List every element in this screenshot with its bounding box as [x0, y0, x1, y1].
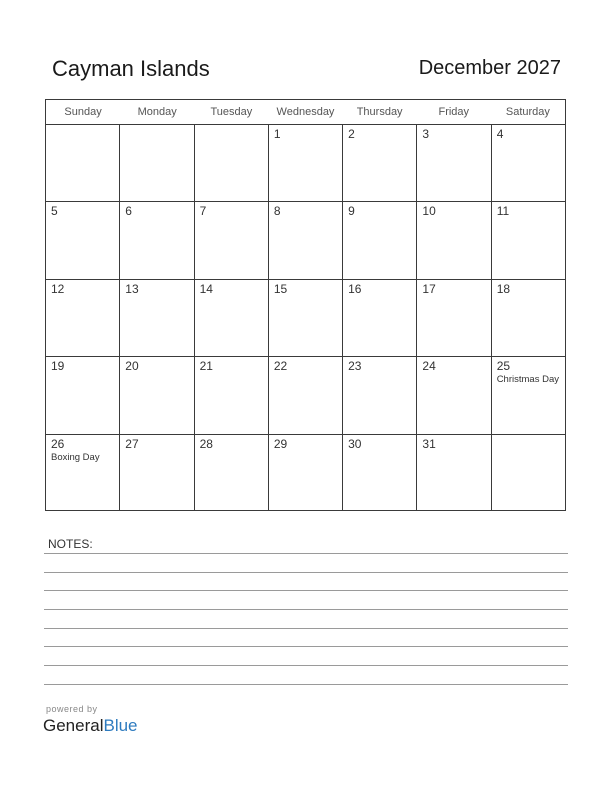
day-cell	[46, 435, 120, 511]
day-number: 22	[273, 359, 288, 374]
note-line	[44, 572, 568, 573]
country-title: Cayman Islands	[52, 56, 210, 81]
day-cell	[120, 357, 194, 433]
day-number: 18	[496, 281, 511, 296]
weekday-friday: Friday	[438, 106, 470, 118]
day-cell	[120, 280, 194, 356]
week-row	[46, 280, 565, 357]
day-number: 20	[125, 359, 139, 374]
day-cell	[492, 125, 565, 201]
day-number: 14	[199, 281, 213, 296]
brand-general: General	[43, 716, 104, 735]
day-number: 15	[273, 281, 288, 296]
day-number: 4	[496, 127, 504, 141]
day-number: 28	[199, 436, 213, 451]
day-cell	[269, 125, 343, 201]
week-row	[46, 435, 565, 511]
day-cell	[195, 202, 269, 278]
day-cell	[195, 357, 269, 433]
day-cell	[492, 357, 565, 433]
day-cell	[269, 435, 343, 511]
day-cell	[46, 357, 120, 433]
notes-label: NOTES:	[48, 537, 93, 551]
week-row	[46, 202, 565, 279]
day-cell	[195, 435, 269, 511]
holiday-label: Boxing Day	[51, 451, 100, 463]
day-cell	[120, 125, 194, 201]
day-number: 30	[348, 436, 362, 451]
month-year-title: December 2027	[418, 57, 561, 79]
day-number: 19	[51, 359, 65, 374]
day-cell	[417, 357, 491, 433]
calendar-grid	[45, 99, 566, 511]
day-number: 7	[199, 204, 207, 219]
day-number: 2	[348, 127, 355, 141]
note-line	[44, 628, 568, 629]
note-line	[44, 590, 568, 591]
day-number: 12	[51, 281, 65, 296]
powered-by-label: powered by	[46, 704, 98, 714]
weekday-wednesday: Wednesday	[276, 106, 335, 118]
weekday-header-row	[46, 100, 565, 125]
day-cell	[195, 280, 269, 356]
note-line	[44, 609, 568, 610]
weekday-sunday: Sunday	[64, 106, 102, 118]
day-cell	[417, 125, 491, 201]
day-cell	[417, 435, 491, 511]
day-number: 25	[496, 359, 511, 374]
day-cell	[269, 202, 343, 278]
day-number: 13	[125, 281, 139, 296]
day-number: 23	[348, 359, 362, 374]
day-cell	[492, 435, 565, 511]
day-cell	[269, 280, 343, 356]
note-line	[44, 553, 568, 554]
day-number: 27	[125, 436, 139, 451]
day-number: 9	[348, 204, 355, 219]
holiday-label: Christmas Day	[496, 374, 559, 386]
day-cell	[417, 280, 491, 356]
weekday-tuesday: Tuesday	[210, 106, 253, 118]
brand-blue: Blue	[103, 716, 138, 735]
day-number: 17	[422, 281, 436, 296]
day-number: 21	[199, 359, 213, 374]
day-cell	[46, 125, 120, 201]
day-cell	[120, 202, 194, 278]
day-number: 24	[422, 359, 436, 374]
weekday-saturday: Saturday	[505, 106, 550, 118]
day-cell	[46, 202, 120, 278]
generalblue-logo	[43, 716, 138, 736]
day-cell	[343, 357, 417, 433]
weekday-thursday: Thursday	[356, 106, 403, 118]
day-cell	[343, 125, 417, 201]
day-cell	[120, 435, 194, 511]
day-cell	[46, 280, 120, 356]
day-cell	[343, 435, 417, 511]
day-number: 11	[496, 204, 510, 219]
day-number: 3	[422, 127, 430, 141]
week-row	[46, 125, 565, 202]
day-number: 16	[348, 281, 362, 296]
week-row	[46, 357, 565, 434]
weekday-monday: Monday	[137, 106, 177, 118]
day-number: 10	[422, 204, 436, 219]
day-number: 29	[273, 436, 288, 451]
day-cell	[269, 357, 343, 433]
day-number: 31	[422, 436, 436, 451]
day-number: 26	[51, 436, 65, 451]
day-cell	[195, 125, 269, 201]
note-line	[44, 684, 568, 685]
day-cell	[343, 280, 417, 356]
note-line	[44, 665, 568, 666]
day-number: 8	[273, 204, 281, 219]
day-cell	[492, 202, 565, 278]
weeks-container	[46, 125, 565, 511]
day-cell	[417, 202, 491, 278]
note-line	[44, 646, 568, 647]
day-cell	[492, 280, 565, 356]
day-number: 5	[51, 204, 58, 219]
day-cell	[343, 202, 417, 278]
day-number: 6	[125, 204, 132, 219]
day-number: 1	[273, 127, 281, 141]
